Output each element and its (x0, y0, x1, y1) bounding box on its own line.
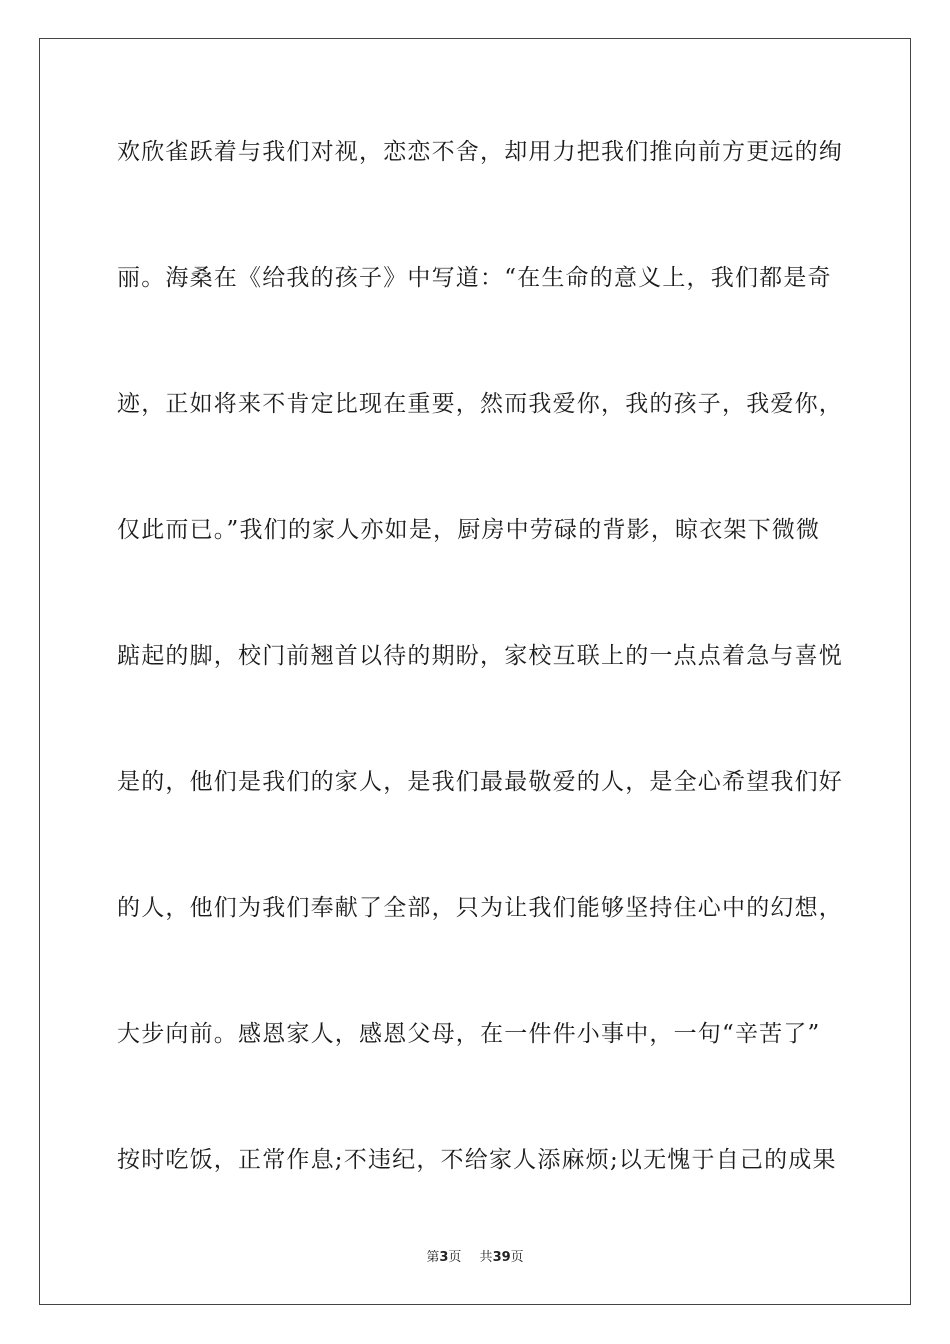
page-number: 3 (439, 1250, 449, 1265)
page-footer (0, 1246, 950, 1265)
text-line: 仅此而已。”我们的家人亦如是，厨房中劳碌的背影，晾衣架下微微 (117, 517, 821, 543)
text-line: 按时吃饭，正常作息;不违纪，不给家人添麻烦;以无愧于自己的成果 (117, 1147, 837, 1173)
total-pages: 39 (492, 1250, 511, 1265)
text-line: 踮起的脚，校门前翘首以待的期盼，家校互联上的一点点着急与喜悦 (117, 643, 843, 669)
total-indicator (480, 1250, 524, 1265)
total-prefix: 共 (479, 1250, 493, 1265)
page-indicator (426, 1250, 461, 1265)
text-line: 的人，他们为我们奉献了全部，只为让我们能够坚持住心中的幻想， (117, 895, 843, 921)
text-line: 迹，正如将来不肯定比现在重要，然而我爱你，我的孩子，我爱你， (117, 391, 843, 417)
text-line: 是的，他们是我们的家人，是我们最最敬爱的人，是全心希望我们好 (117, 769, 843, 795)
text-line: 丽。海桑在《给我的孩子》中写道：“在生命的意义上，我们都是奇 (117, 265, 832, 291)
page-suffix: 页 (448, 1250, 462, 1265)
text-line: 欢欣雀跃着与我们对视，恋恋不舍，却用力把我们推向前方更远的绚 (117, 139, 843, 165)
total-suffix: 页 (510, 1250, 524, 1265)
body-text (117, 131, 843, 1181)
text-line: 大步向前。感恩家人，感恩父母，在一件件小事中，一句“辛苦了” (117, 1021, 821, 1047)
page-prefix: 第 (426, 1250, 440, 1265)
